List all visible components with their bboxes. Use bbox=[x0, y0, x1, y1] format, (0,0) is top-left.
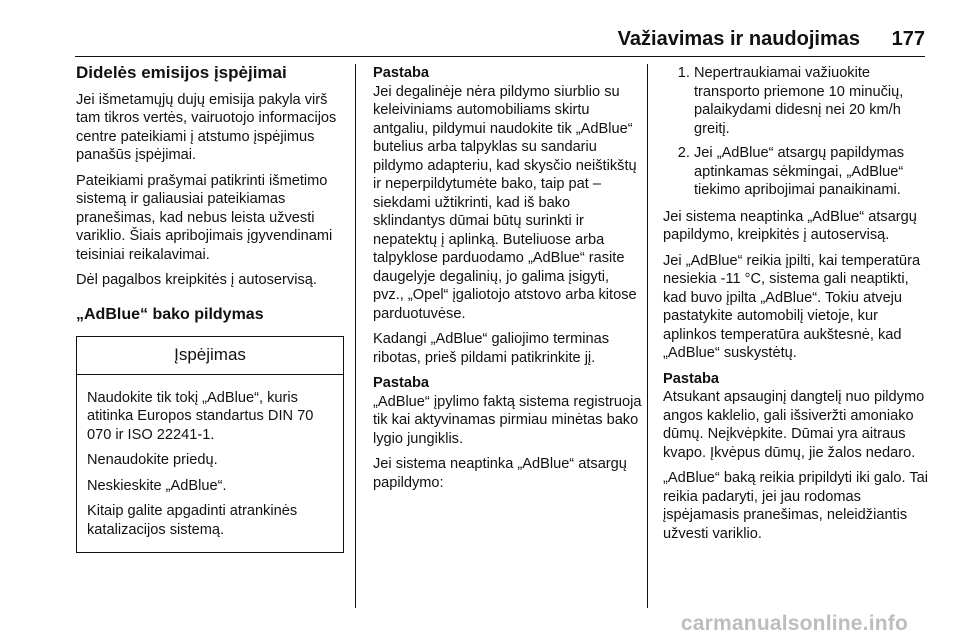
note-label: Pastaba bbox=[373, 375, 429, 391]
note bbox=[373, 374, 643, 448]
subsection-heading: „AdBlue“ bako pildymas bbox=[76, 305, 264, 323]
column-2 bbox=[373, 64, 643, 499]
paragraph: „AdBlue“ baką reikia pripildyti iki galo. Tai reikia padaryti, jei jau rodomas įspėjamasis pranešimas, neleidžiantis užvesti variklio. bbox=[663, 470, 928, 542]
warning-text: Neskieskite „AdBlue“. bbox=[87, 477, 227, 494]
paragraph: Dėl pagalbos kreipkitės į autoservisą. bbox=[76, 272, 317, 288]
section-heading: Didelės emisijos įspėjimai bbox=[76, 63, 287, 82]
note-text: Jei degalinėje nėra pildymo siurblio su keleiviniams automobiliams skirtu antgaliu, pildymui naudokite tik „AdBlue“ butelius arba talpyklas su sandariu pildymo adapteriu, kad skysčio neištikštų ir neperpildytumėte bako, taip pat – siekdami užtikrinti, kad iš bako sklindantys dūmai būtų surinkti ir nepatektų į aplinką. Buteliuose arba talpyklose parduodamo „AdBlue“ rasite daugelyje degalinių, jo galima įsigyti, pvz., „Opel“ įgaliotojo atstovo arba kitose parduotuvėse. bbox=[373, 83, 637, 322]
paragraph: Jei „AdBlue“ reikia įpilti, kai temperatūra nesiekia -11 °C, sistema gali neaptikti, kad buvo įpilta „AdBlue“. Tokiu atveju pastatykite automobilį vietoje, kur aplinkos temperatūra aukštesnė, kad „AdBlue“ suskystėtų. bbox=[663, 252, 921, 361]
page-number: 177 bbox=[891, 28, 925, 50]
note-text: Atsukant apsauginį dangtelį nuo pildymo angos kaklelio, gali išsiveržti amoniako dūmų. Neįkvėpkite. Dūmai yra aitraus kvapo. Įkvėpus dūmų, jie žalos nedaro. bbox=[663, 389, 925, 461]
note-label: Pastaba bbox=[663, 370, 719, 387]
warning-box bbox=[76, 336, 344, 553]
paragraph: Jei išmetamųjų dujų emisija pakyla virš tam tikros vertės, vairuotojo informacijos centre pateikiami į atstumo įspėjimus panašūs įspėjimai. bbox=[76, 91, 337, 163]
list-item: 1. Nepertraukiamai važiuokite transporto priemone 10 minučių, palaikydami didesnį nei 20 km/h greitį. bbox=[694, 64, 933, 138]
paragraph: Pateikiami prašymai patikrinti išmetimo sistemą ir galiausiai pateikiamas pranešimas, kad nebus leista užvesti variklio. Šiais apribojimais įgyvendinami teisiniai reikalavimai. bbox=[76, 172, 333, 263]
list-item: 2. Jei „AdBlue“ atsargų papildymas aptinkamas sėkmingai, „AdBlue“ tiekimo apribojimai panaikinami. bbox=[694, 144, 933, 200]
column-3 bbox=[663, 64, 933, 550]
column-1 bbox=[76, 64, 344, 553]
watermark: carmanualsonline.info bbox=[680, 612, 908, 635]
warning-title: Įspėjimas bbox=[77, 337, 343, 375]
note-text: „AdBlue“ įpylimo faktą sistema registruoja tik kai aktyvinamas pirmiau minėtas bako lygio jungiklis. bbox=[373, 393, 642, 447]
header-rule bbox=[75, 56, 925, 57]
warning-text: Naudokite tik tokį „AdBlue“, kuris atitinka Europos standartus DIN 70 070 ir ISO 22241-1. bbox=[87, 389, 314, 443]
note bbox=[373, 64, 643, 323]
steps-list bbox=[663, 64, 933, 200]
paragraph: Jei sistema neaptinka „AdBlue“ atsargų papildymo, kreipkitės į autoservisą. bbox=[663, 208, 917, 243]
paragraph: Jei sistema neaptinka „AdBlue“ atsargų papildymo: bbox=[373, 456, 627, 491]
note bbox=[663, 370, 933, 463]
warning-text: Nenaudokite priedų. bbox=[87, 452, 218, 468]
note-label: Pastaba bbox=[373, 65, 429, 81]
page-header-title: Važiavimas ir naudojimas bbox=[617, 28, 860, 50]
column-divider-1 bbox=[355, 64, 356, 608]
warning-text: Kitaip galite apgadinti atrankinės katalizacijos sistemą. bbox=[87, 503, 298, 538]
column-divider-2 bbox=[647, 64, 648, 608]
paragraph: Kadangi „AdBlue“ galiojimo terminas ribotas, prieš pildami patikrinkite jį. bbox=[373, 331, 610, 366]
